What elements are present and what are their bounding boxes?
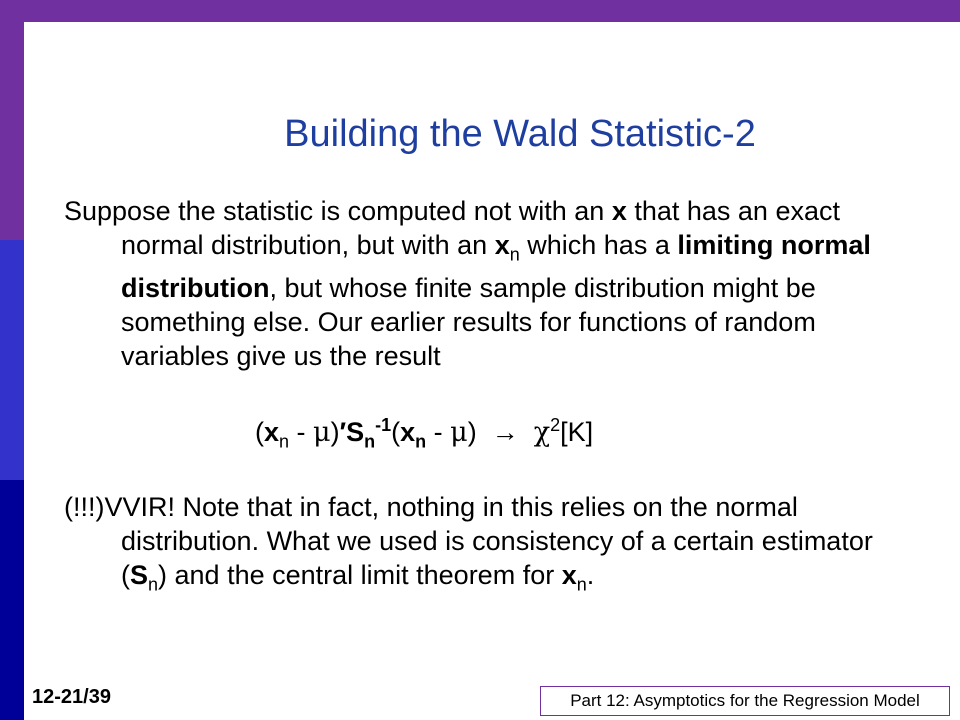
- formula-x-1: x: [264, 417, 280, 447]
- para1-text-2: that has an exact normal distribution, but with an: [121, 196, 840, 260]
- para1-text-4: , but whose finite sample distribution might be something else. Our earlier results for functions of random variables give us the result: [121, 273, 816, 372]
- formula-sub-n-1: n: [279, 431, 290, 452]
- para1-text-1: Suppose the statistic is computed not with an: [64, 196, 612, 226]
- left-accent-strip-top: [0, 0, 24, 240]
- formula-open-1: (: [255, 417, 264, 447]
- formula-chi: χ: [533, 417, 551, 448]
- top-accent-bar: [0, 0, 960, 22]
- para2-sub-n-1: n: [148, 574, 159, 595]
- para1-bold-x: x: [611, 196, 627, 226]
- footer-course-title: Part 12: Asymptotics for the Regression Model: [540, 686, 950, 716]
- paragraph-2: [64, 490, 914, 601]
- formula-minus-1: -: [289, 417, 314, 447]
- para2-bold-x: x: [561, 560, 577, 590]
- formula-arrow: →: [476, 417, 534, 447]
- formula-close-1: ): [330, 417, 340, 447]
- para2-sub-n-2: n: [576, 574, 587, 595]
- slide-number: 12-21/39: [32, 686, 111, 708]
- formula-x-2: x: [400, 417, 416, 447]
- formula-mu-1: μ: [313, 417, 331, 448]
- wald-formula: [255, 408, 593, 458]
- left-accent-strip-bottom: [0, 480, 24, 720]
- paragraph-1: [64, 194, 914, 373]
- para2-text-3: .: [586, 560, 595, 590]
- formula-sub-n-2: n: [415, 431, 427, 452]
- formula-open-2: (: [391, 417, 401, 447]
- para1-bold-limiting: limiting normal distribution: [121, 230, 871, 304]
- para1-bold-xn: x: [494, 230, 510, 260]
- formula-sub-n-S: n: [364, 431, 376, 452]
- formula-inverse: -1: [375, 415, 392, 435]
- formula-S: S: [346, 417, 365, 447]
- formula-prime: ′: [339, 417, 347, 447]
- para2-text-1: (!!!)VVIR! Note that in fact, nothing in this relies on the normal distribution. What we used is consistency of a certain estimator (: [64, 492, 873, 590]
- formula-mu-2: μ: [450, 417, 468, 448]
- formula-chi-square-exp: 2: [550, 415, 561, 435]
- formula-minus-2: -: [426, 417, 451, 447]
- slide-title: Building the Wald Statistic-2: [284, 113, 756, 155]
- left-accent-strip-middle: [0, 240, 24, 480]
- para2-bold-S: S: [130, 560, 149, 590]
- formula-df-K: [K]: [560, 417, 594, 447]
- para1-sub-n: n: [509, 244, 520, 265]
- para2-text-2: ) and the central limit theorem for: [158, 560, 562, 590]
- para1-text-3: which has a: [519, 230, 678, 260]
- formula-close-2: ): [467, 417, 477, 447]
